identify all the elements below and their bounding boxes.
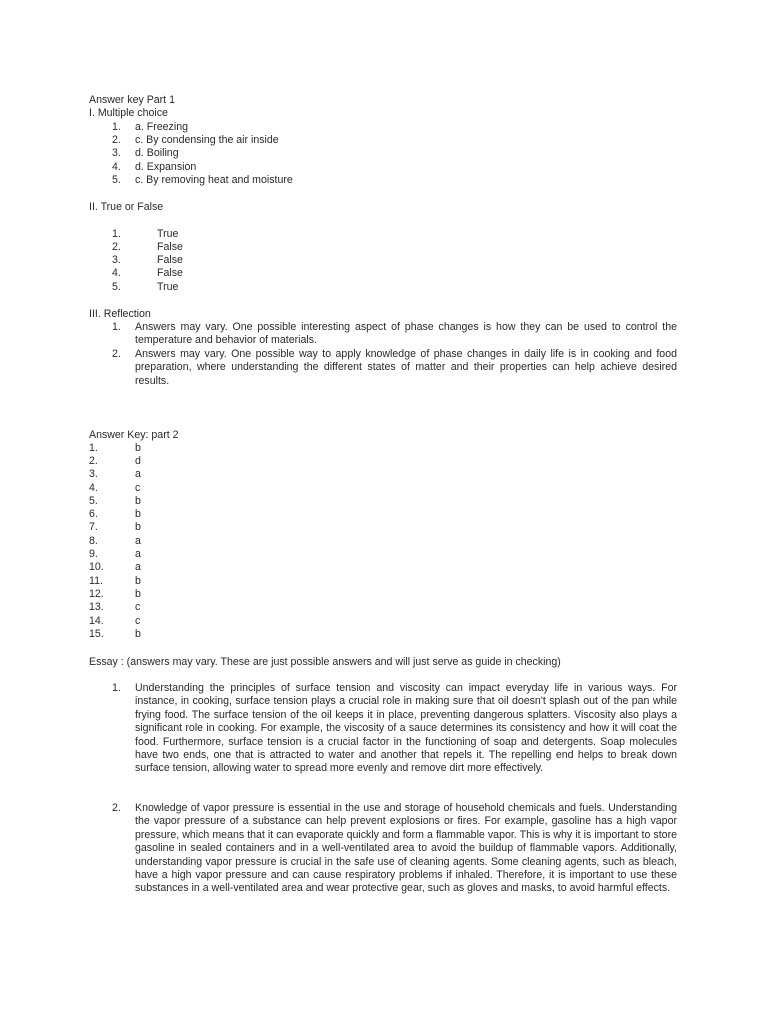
mc-item-number: 2. — [112, 134, 121, 146]
part2-item-number: 11. — [89, 575, 103, 587]
part2-item-answer: a — [135, 468, 141, 480]
tf-item-answer: False — [157, 267, 183, 279]
tf-item-answer: True — [157, 228, 179, 240]
part2-item-answer: b — [135, 495, 141, 507]
part1-heading: Answer key Part 1 — [89, 94, 175, 106]
part2-item-number: 9. — [89, 548, 98, 560]
part2-item-number: 2. — [89, 455, 98, 467]
part2-item-number: 13. — [89, 601, 104, 613]
reflection-heading: III. Reflection — [89, 308, 151, 320]
part2-item-number: 6. — [89, 508, 98, 520]
part2-item-answer: c — [135, 601, 141, 613]
part2-item-number: 10. — [89, 561, 104, 573]
part2-item-answer: a — [135, 548, 141, 560]
part2-item-number: 3. — [89, 468, 98, 480]
part2-item-answer: a — [135, 535, 141, 547]
part2-item-number: 5. — [89, 495, 98, 507]
mc-item-number: 3. — [112, 147, 121, 159]
essay-item-number: 1. — [112, 682, 121, 694]
mc-item-answer: d. Expansion — [135, 161, 197, 173]
reflection-item-number: 1. — [112, 321, 121, 333]
tf-item-answer: False — [157, 254, 183, 266]
part2-item-answer: b — [135, 588, 141, 600]
reflection-item-text: Answers may vary. One possible way to apply knowledge of phase changes in daily life is in cooking and food preparation, where understanding the different states of matter and their properties can help achieve desired results. — [135, 348, 677, 387]
tf-item-number: 5. — [112, 281, 121, 293]
part2-item-answer: b — [135, 575, 141, 587]
part2-item-number: 12. — [89, 588, 104, 600]
mc-item-answer: d. Boiling — [135, 147, 179, 159]
tf-item-number: 3. — [112, 254, 121, 266]
part2-item-number: 7. — [89, 521, 98, 533]
tf-item-number: 4. — [112, 267, 121, 279]
true-false-heading: II. True or False — [89, 201, 164, 213]
mc-item-answer: c. By removing heat and moisture — [135, 174, 293, 186]
reflection-item-text: Answers may vary. One possible interesting aspect of phase changes is how they can be used to control the temperature and behavior of materials. — [135, 321, 677, 347]
essay-item-number: 2. — [112, 802, 121, 814]
reflection-item-number: 2. — [112, 348, 121, 360]
mc-item-number: 4. — [112, 161, 121, 173]
tf-item-number: 1. — [112, 228, 121, 240]
tf-item-answer: False — [157, 241, 183, 253]
part2-item-answer: b — [135, 628, 141, 640]
part2-item-number: 4. — [89, 482, 98, 494]
tf-item-number: 2. — [112, 241, 121, 253]
essay-heading: Essay : (answers may vary. These are just possible answers and will just serve as guide in checking) — [89, 656, 561, 668]
essay-item-text: Understanding the principles of surface tension and viscosity can impact everyday life in various ways. For instance, in cooking, surface tension plays a crucial role in making sure that oil doesn't splash out of the pan while frying food. The surface tension of the oil keeps it in place, preventing dangerous splatters. Viscosity also plays a significant role in cooking. For example, the viscosity of a sauce determines its consistency and how it will coat the food. Furthermore, surface tension is a crucial factor in the functioning of soap and detergents. Soap molecules have two ends, one that is attracted to water and another that repels it. The repelling end helps to break down surface tension, allowing water to spread more evenly and remove dirt more effectively. — [135, 682, 677, 775]
mc-item-answer: c. By condensing the air inside — [135, 134, 279, 146]
part2-item-answer: c — [135, 482, 141, 494]
part2-item-answer: c — [135, 615, 141, 627]
mc-item-number: 1. — [112, 121, 121, 133]
essay-item-text: Knowledge of vapor pressure is essential in the use and storage of household chemicals and fuels. Understanding the vapor pressure of a substance can help prevent explosions or fires. For example, gasoline has a high vapor pressure, which means that it can evaporate quickly and form a flammable vapor. This is why it is important to store gasoline in sealed containers and in a well-ventilated area to avoid the buildup of flammable vapors. Additionally, understanding vapor pressure is crucial in the safe use of cleaning agents. Some cleaning agents, such as bleach, have a high vapor pressure and can cause respiratory problems if inhaled. Therefore, it is important to use these substances in a well-ventilated area and wear protective gear, such as gloves and masks, to avoid harmful effects. — [135, 802, 677, 895]
part2-item-number: 1. — [89, 442, 98, 454]
multiple-choice-heading: I. Multiple choice — [89, 107, 168, 119]
part2-item-number: 15. — [89, 628, 104, 640]
part2-heading: Answer Key: part 2 — [89, 429, 179, 441]
part2-item-number: 8. — [89, 535, 98, 547]
part2-item-number: 14. — [89, 615, 104, 627]
part2-item-answer: b — [135, 508, 141, 520]
mc-item-answer: a. Freezing — [135, 121, 188, 133]
part2-item-answer: a — [135, 561, 141, 573]
part2-item-answer: d — [135, 455, 141, 467]
part2-item-answer: b — [135, 521, 141, 533]
tf-item-answer: True — [157, 281, 179, 293]
mc-item-number: 5. — [112, 174, 121, 186]
part2-item-answer: b — [135, 442, 141, 454]
